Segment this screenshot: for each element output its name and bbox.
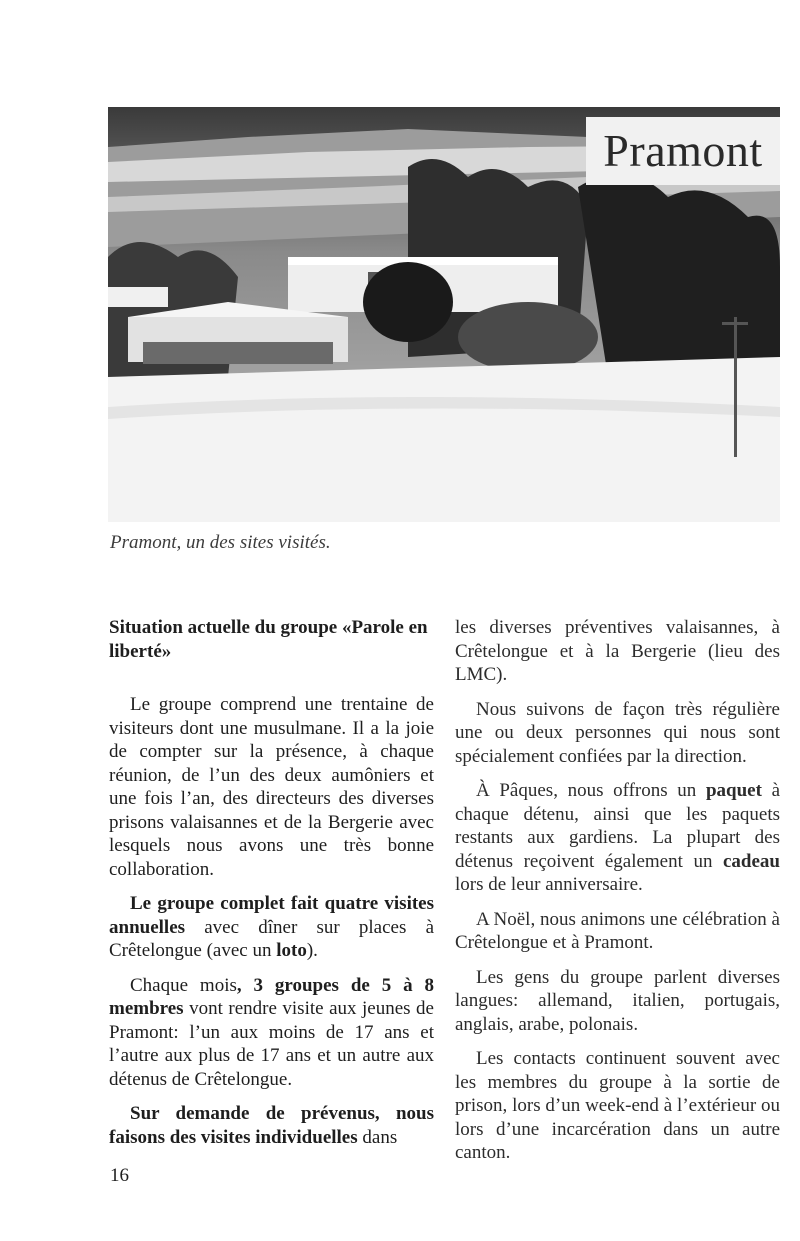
paragraph-languages: Les gens du groupe parlent diverses langues: allemand, italien, portugais, anglais, arabe, polonais.	[455, 966, 780, 1035]
emphasis-annual-visits: Le groupe complet fait quatre visites annuelles	[109, 893, 434, 938]
paragraph-monthly-visits	[109, 974, 434, 1092]
pramont-photo	[108, 107, 780, 522]
paragraph-regular-follow-up: Nous suivons de façon très régulière une ou deux personnes qui nous sont spécialement confiées par la direction.	[455, 698, 780, 767]
page-number: 16	[110, 1165, 129, 1186]
emphasis-individual-visits: Sur demande de prévenus, nous faisons des visites individuelles	[109, 1103, 434, 1148]
paragraph-continuation: les diverses préventives valaisannes, à Crêtelongue et à la Bergerie (lieu des LMC).	[455, 617, 780, 685]
emphasis-paquet: paquet	[705, 780, 762, 801]
right-column	[455, 616, 780, 1176]
paragraph-individual-visits	[109, 1102, 434, 1149]
paragraph-contacts: Les contacts continuent souvent avec les membres du groupe à la sortie de prison, lors d’un week-end à l’extérieur ou lors d’une incarcération dans un autre canton.	[455, 1048, 780, 1163]
text-span: ).	[306, 940, 318, 961]
emphasis-cadeau: cadeau	[723, 850, 780, 872]
paragraph-annual-visits	[109, 892, 434, 963]
paragraph-group-description: Le groupe comprend une trentaine de visiteurs dont une musulmane. Il a la joie de compter sur la présence, à chaque réunion, de l’un des deux aumôniers et une fois l’an, des directeurs des diverses prisons valaisannes et de la Bergerie avec lesquels nous avons une très bonne collaboration.	[109, 694, 434, 880]
section-heading: Situation actuelle du groupe «Parole en liberté»	[109, 617, 428, 662]
text-span: avec dîner sur places à Crêtelongue (avec un	[109, 916, 434, 961]
paragraph-christmas: A Noël, nous animons une célébration à Crêtelongue et à Pramont.	[455, 908, 780, 953]
paragraph-easter-gifts	[455, 779, 780, 897]
emphasis-monthly-groups: , 3 groupes de 5 à 8 membres	[109, 974, 434, 1019]
text-span: à chaque détenu, ainsi que les paquets restants aux gardiens. La plupart des détenus reçoivent également un	[455, 780, 780, 872]
text-span: lors de leur anniversaire.	[455, 874, 643, 895]
photo-label-pramont: Pramont	[586, 117, 780, 185]
emphasis-loto: loto	[276, 940, 307, 961]
photo-caption: Pramont, un des sites visités.	[110, 532, 331, 553]
left-column	[109, 616, 434, 1160]
text-span: dans	[357, 1126, 398, 1148]
text-span: Chaque mois	[130, 974, 237, 996]
text-span: vont rendre visite aux jeunes de Pramont: l’un aux moins de 17 ans et l’autre aux plus de 17 ans et un autre aux détenus de Crêtelongue.	[109, 998, 434, 1090]
text-span: À Pâques, nous offrons un	[476, 780, 706, 801]
